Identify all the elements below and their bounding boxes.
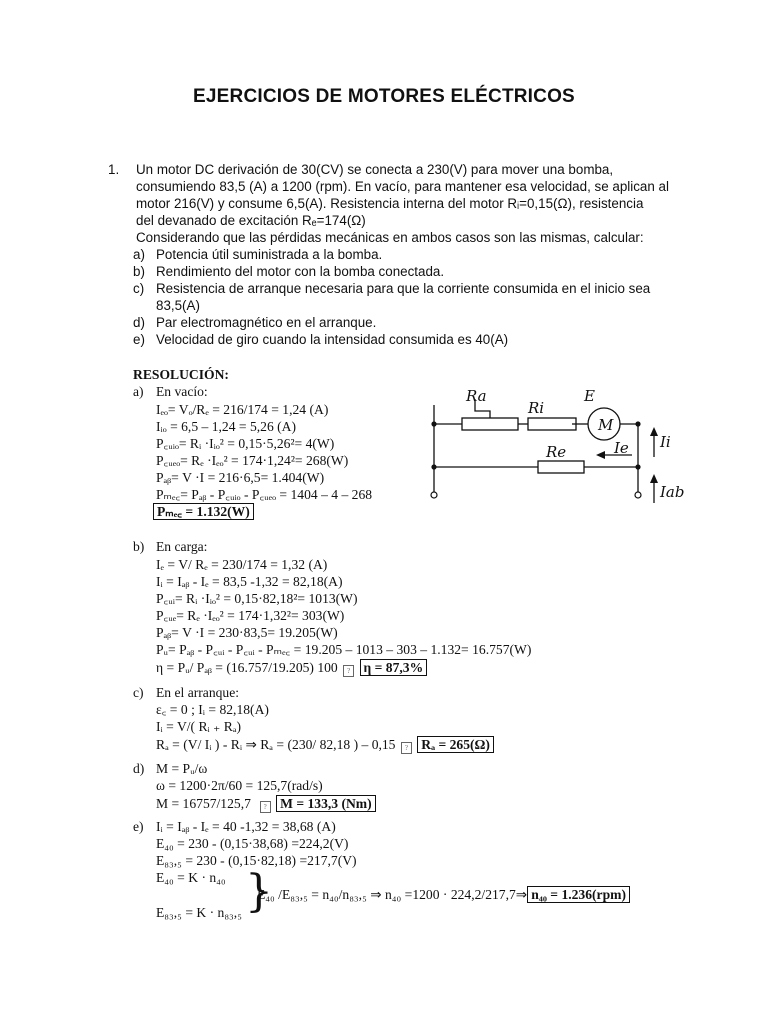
part-b-mark: b) <box>133 539 145 554</box>
question-mark-a: a) <box>133 247 145 262</box>
brace-symbol: } <box>245 866 273 917</box>
question-d: Par electromagnético en el arranque. <box>156 315 377 330</box>
part-a-label: En vacío: <box>156 384 208 399</box>
label-re: Re <box>546 443 567 461</box>
part-c-mark: c) <box>133 685 144 700</box>
question-c: Resistencia de arranque necesaria para que la corriente consumida en el inicio sea <box>156 281 651 296</box>
question-a: Potencia útil suministrada a la bomba. <box>156 247 383 262</box>
resistor-ra <box>462 418 518 430</box>
circuit-diagram <box>420 375 685 515</box>
missing-glyph-icon: ? <box>401 742 412 754</box>
label-ri: Ri <box>528 399 545 417</box>
part-e-line-5: E₈₃,₅ = K · n₈₃,₅ <box>156 905 242 920</box>
question-mark-e: e) <box>133 332 145 347</box>
question-e: Velocidad de giro cuando la intensidad consumida es 40(A) <box>156 332 509 347</box>
part-b-line-6: Pᵤ= Pₐᵦ - P꜀ᵤᵢ - P꜀ᵤᵢ - Pₘₑ꜀ = 19.205 – 1013 – 303 – 1.132= 16.757(W) <box>156 642 532 657</box>
part-b-line-1: Iₑ = V/ Rₑ = 230/174 = 1,32 (A) <box>156 557 328 572</box>
missing-glyph-icon: ? <box>260 801 271 813</box>
statement-line-4: del devanado de excitación Rₑ=174(Ω) <box>136 213 366 228</box>
part-e-mark: e) <box>133 819 144 834</box>
part-e-line-2: E₄₀ = 230 - (0,15·38,68) =224,2(V) <box>156 836 349 851</box>
part-d-mark: d) <box>133 761 145 776</box>
problem-number: 1. <box>108 162 120 177</box>
label-iab: Iab <box>660 483 685 501</box>
statement-line-5: Considerando que las pérdidas mecánicas en ambos casos son las mismas, calcular: <box>136 230 644 245</box>
page-title: EJERCICIOS DE MOTORES ELÉCTRICOS <box>193 86 575 107</box>
label-ii: Ii <box>660 433 671 451</box>
resistor-ri <box>528 418 576 430</box>
part-a-line-5: Pₐᵦ= V ·I = 216·6,5= 1.404(W) <box>156 470 325 485</box>
part-b-line-7: η = Pᵤ/ Pₐᵦ = (16.757/19.205) 100 <box>156 660 338 675</box>
part-c-label: En el arranque: <box>156 685 240 700</box>
part-c-line-2: Iᵢ = V/( Rᵢ ₊ Rₐ) <box>156 719 242 734</box>
part-c-line-3: Rₐ = (V/ Iᵢ ) - Rᵢ ⇒ Rₐ = (230/ 82,18 ) – 0,15 <box>156 737 396 752</box>
label-ra: Ra <box>466 387 487 405</box>
part-b-line-3: P꜀ᵤᵢ= Rᵢ ·Iᵢₒ² = 0,15·82,18²= 1013(W) <box>156 591 358 606</box>
part-a-result-wrap <box>153 503 254 520</box>
part-b-line-4: P꜀ᵤₑ= Rₑ ·Iₑₒ² = 174·1,32²= 303(W) <box>156 608 345 623</box>
question-mark-b: b) <box>133 264 145 279</box>
part-e-line-4: E₄₀ = K · n₄₀ <box>156 870 226 885</box>
part-e-result: n₄₀ = 1.236(rpm) <box>527 886 630 903</box>
part-b-label: En carga: <box>156 539 208 554</box>
question-mark-c: c) <box>133 281 145 296</box>
statement-line-2: consumiendo 83,5 (A) a 1200 (rpm). En vacío, para mantener esa velocidad, se aplican al <box>136 179 669 194</box>
question-c-continued: 83,5(A) <box>156 298 200 313</box>
label-ie: Ie <box>614 439 629 457</box>
resolution-heading: RESOLUCIÓN: <box>133 367 229 382</box>
part-d-line-3-wrap <box>156 795 376 813</box>
part-b-result: η = 87,3% <box>360 659 428 676</box>
part-e-line-3: E₈₃,₅ = 230 - (0,15·82,18) =217,7(V) <box>156 853 357 868</box>
part-a-mark: a) <box>133 384 144 399</box>
part-e-line-1: Iᵢ = Iₐᵦ - Iₑ = 40 -1,32 = 38,68 (A) <box>156 819 336 834</box>
part-d-line-2: ω = 1200·2π/60 = 125,7(rad/s) <box>156 778 323 793</box>
part-e-relation-wrap <box>257 886 630 903</box>
missing-glyph-icon: ? <box>343 665 354 677</box>
label-e: E <box>584 387 595 405</box>
part-b-line-7-wrap <box>156 659 427 677</box>
part-d-line-3: M = 16757/125,7 <box>156 796 251 811</box>
part-d-result: M = 133,3 (Nm) <box>276 795 376 812</box>
question-b: Rendimiento del motor con la bomba conectada. <box>156 264 445 279</box>
part-a-result: Pₘₑ꜀ = 1.132(W) <box>153 503 254 520</box>
resistor-re <box>538 461 584 473</box>
statement-line-1: Un motor DC derivación de 30(CV) se conecta a 230(V) para mover una bomba, <box>136 162 614 177</box>
part-c-line-1: ε꜀ = 0 ; Iᵢ = 82,18(A) <box>156 702 269 717</box>
part-a-line-1: Iₑₒ= Vₒ/Rₑ = 216/174 = 1,24 (A) <box>156 402 329 417</box>
part-b-line-5: Pₐᵦ= V ·I = 230·83,5= 19.205(W) <box>156 625 338 640</box>
part-a-line-2: Iᵢₒ = 6,5 – 1,24 = 5,26 (A) <box>156 419 297 434</box>
part-d-line-1: M = Pᵤ/ω <box>156 761 208 776</box>
part-a-line-4: P꜀ᵤₑₒ= Rₑ ·Iₑₒ² = 174·1,24²= 268(W) <box>156 453 349 468</box>
part-c-line-3-wrap <box>156 736 494 754</box>
statement-line-3: motor 216(V) y consume 6,5(A). Resistencia interna del motor Rᵢ=0,15(Ω), resistencia <box>136 196 644 211</box>
part-a-line-6: Pₘₑ꜀= Pₐᵦ - P꜀ᵤᵢₒ - P꜀ᵤₑₒ = 1404 – 4 – 268 <box>156 487 373 502</box>
part-b-line-2: Iᵢ = Iₐᵦ - Iₑ = 83,5 -1,32 = 82,18(A) <box>156 574 343 589</box>
part-c-result: Rₐ = 265(Ω) <box>417 736 494 753</box>
part-e-relation: E₄₀ /E₈₃,₅ = n₄₀/n₈₃,₅ ⇒ n₄₀ =1200 · 224,2/217,7⇒ <box>257 887 528 902</box>
question-mark-d: d) <box>133 315 145 330</box>
part-a-line-3: P꜀ᵤᵢₒ= Rᵢ ·Iᵢₒ² = 0,15·5,26²= 4(W) <box>156 436 335 451</box>
label-m: M <box>598 416 614 434</box>
